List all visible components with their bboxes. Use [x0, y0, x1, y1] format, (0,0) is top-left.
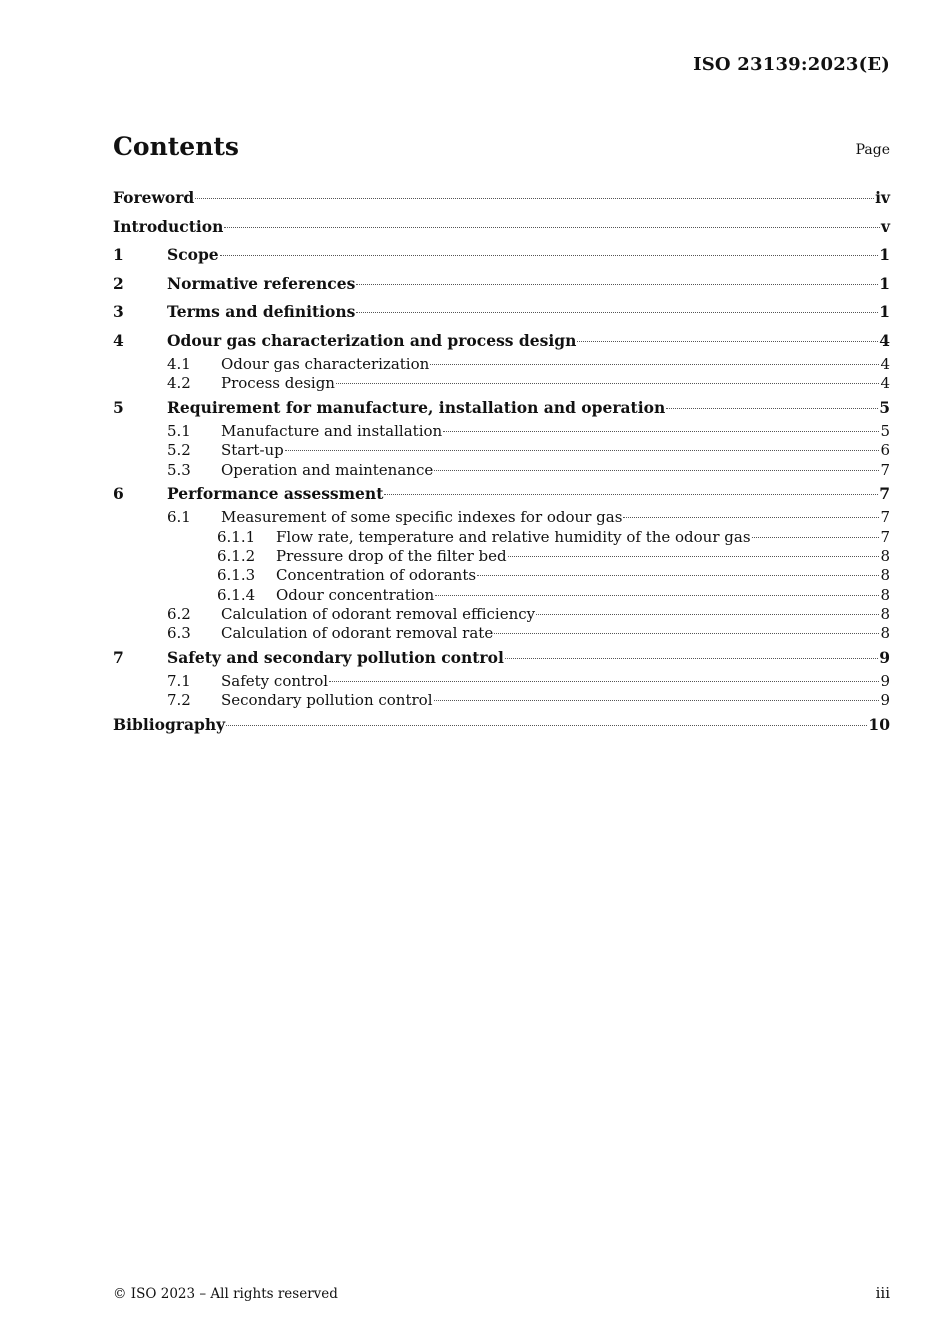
toc-entry-number: 6.1.4: [217, 585, 256, 604]
toc-entry-page: 8: [880, 624, 890, 643]
toc-entry-number: 6.2: [167, 604, 191, 623]
toc-entry-number: 2: [113, 273, 124, 293]
page-column-label: Page: [855, 142, 890, 158]
toc-entry-title: Bibliography: [113, 714, 226, 734]
table-of-contents: [113, 184, 890, 739]
toc-entry-page: v: [880, 216, 890, 236]
toc-entry-number: 6: [113, 483, 124, 503]
toc-entry[interactable]: [113, 566, 890, 585]
toc-entry-page: 9: [879, 647, 890, 667]
toc-entry[interactable]: [113, 394, 890, 423]
toc-entry[interactable]: [113, 270, 890, 299]
toc-entry-page: 1: [879, 273, 890, 293]
toc-entry[interactable]: [113, 480, 890, 509]
toc-entry[interactable]: [113, 441, 890, 460]
toc-entry-number: 7: [113, 647, 124, 667]
toc-entry-number: 1: [113, 245, 124, 264]
toc-entry-number: 4: [113, 330, 124, 350]
toc-entry[interactable]: [113, 374, 890, 393]
toc-entry-title: Scope: [167, 245, 219, 264]
toc-entry[interactable]: [113, 355, 890, 374]
toc-entry-page: 10: [868, 714, 890, 734]
toc-entry-number: 6.1.1: [217, 527, 256, 546]
toc-entry-title: Flow rate, temperature and relative humidity of the odour gas: [276, 527, 751, 546]
toc-entry-title: Calculation of odorant removal rate: [221, 624, 494, 643]
page-number: iii: [875, 1284, 890, 1302]
dot-leader: [430, 364, 879, 365]
toc-entry-title: Terms and definitions: [167, 302, 356, 321]
dot-leader: [435, 595, 879, 596]
dot-leader: [329, 681, 879, 682]
dot-leader: [285, 450, 880, 451]
toc-entry-number: 5.3: [167, 460, 191, 479]
toc-entry-number: 6.3: [167, 624, 191, 643]
copyright-notice: © ISO 2023 – All rights reserved: [113, 1286, 338, 1302]
dot-leader: [443, 431, 879, 432]
toc-entry-title: Pressure drop of the filter bed: [276, 547, 507, 566]
toc-entry-page: 9: [880, 691, 890, 710]
dot-leader: [434, 700, 880, 701]
dot-leader: [666, 408, 878, 409]
toc-entry[interactable]: [113, 508, 890, 527]
toc-entry[interactable]: [113, 586, 890, 605]
dot-leader: [195, 198, 874, 199]
toc-entry-page: 5: [879, 397, 890, 417]
toc-entry-title: Odour gas characterization: [221, 355, 430, 373]
dot-leader: [434, 470, 879, 471]
toc-entry-number: 5.2: [167, 441, 191, 460]
toc-entry[interactable]: [113, 184, 890, 213]
dot-leader: [224, 227, 880, 228]
dot-leader: [384, 494, 878, 495]
contents-heading: Contents: [113, 132, 240, 161]
toc-entry-page: 8: [880, 585, 890, 604]
toc-entry[interactable]: [113, 547, 890, 566]
dot-leader: [508, 556, 880, 557]
toc-entry-page: 7: [880, 460, 890, 479]
dot-leader: [226, 725, 867, 726]
toc-entry-page: 8: [880, 604, 890, 623]
toc-entry-number: 6.1.2: [217, 547, 256, 566]
toc-entry-page: 1: [879, 302, 890, 321]
toc-entry-page: 8: [880, 566, 890, 585]
toc-entry-title: Start-up: [221, 441, 284, 460]
toc-entry[interactable]: [113, 691, 890, 710]
toc-entry-page: 6: [880, 441, 890, 460]
toc-entry[interactable]: [113, 241, 890, 270]
toc-entry-page: 1: [879, 245, 890, 264]
toc-entry-title: Concentration of odorants: [276, 566, 477, 585]
toc-entry-title: Normative references: [167, 273, 356, 293]
dot-leader: [356, 284, 878, 285]
toc-entry-number: 4.1: [167, 355, 191, 373]
dot-leader: [494, 633, 879, 634]
toc-entry[interactable]: [113, 644, 890, 673]
toc-entry-number: 7.1: [167, 672, 191, 691]
toc-entry-title: Operation and maintenance: [221, 460, 434, 479]
dot-leader: [336, 383, 879, 384]
toc-entry[interactable]: [113, 461, 890, 480]
toc-entry[interactable]: [113, 605, 890, 624]
toc-entry-title: Performance assessment: [167, 483, 384, 503]
toc-entry-title: Secondary pollution control: [221, 691, 433, 710]
toc-entry-title: Safety control: [221, 672, 329, 691]
toc-entry-number: 7.2: [167, 691, 191, 710]
toc-entry[interactable]: [113, 624, 890, 643]
dot-leader: [536, 614, 879, 615]
toc-entry-title: Safety and secondary pollution control: [167, 647, 504, 667]
toc-entry-title: Measurement of some specific indexes for odour gas: [221, 508, 623, 527]
toc-entry-title: Calculation of odorant removal efficiency: [221, 604, 536, 623]
toc-entry-number: 3: [113, 302, 124, 321]
toc-entry-page: 7: [880, 527, 890, 546]
toc-entry-title: Odour gas characterization and process design: [167, 330, 577, 350]
toc-entry-page: 7: [880, 508, 890, 527]
toc-entry[interactable]: [113, 422, 890, 441]
dot-leader: [623, 517, 879, 518]
document-identifier: ISO 23139:2023(E): [693, 54, 890, 75]
toc-entry-page: iv: [875, 188, 890, 207]
toc-entry-title: Odour concentration: [276, 585, 435, 604]
dot-leader: [752, 537, 880, 538]
dot-leader: [505, 658, 878, 659]
toc-entry[interactable]: [113, 327, 890, 356]
dot-leader: [356, 312, 878, 313]
toc-entry-title: Manufacture and installation: [221, 422, 443, 441]
toc-entry-number: 5: [113, 397, 124, 417]
toc-entry[interactable]: [113, 711, 890, 740]
toc-entry-page: 8: [880, 547, 890, 566]
toc-entry-page: 7: [879, 483, 890, 503]
toc-entry-title: Requirement for manufacture, installation and operation: [167, 397, 666, 417]
toc-entry-title: Introduction: [113, 216, 224, 236]
dot-leader: [577, 341, 878, 342]
toc-entry-title: Process design: [221, 374, 335, 393]
toc-entry[interactable]: [113, 298, 890, 327]
toc-entry-number: 6.1.3: [217, 566, 256, 585]
toc-entry[interactable]: [113, 528, 890, 547]
toc-entry[interactable]: [113, 213, 890, 242]
dot-leader: [220, 255, 879, 256]
dot-leader: [477, 575, 879, 576]
toc-entry-page: 4: [879, 330, 890, 350]
toc-entry-title: Foreword: [113, 188, 195, 207]
toc-entry-page: 9: [880, 672, 890, 691]
toc-entry-page: 4: [880, 374, 890, 393]
toc-entry-number: 6.1: [167, 508, 191, 527]
toc-entry-page: 5: [880, 422, 890, 441]
toc-entry-number: 4.2: [167, 374, 191, 393]
toc-entry-page: 4: [880, 355, 890, 373]
toc-entry-number: 5.1: [167, 422, 191, 441]
toc-entry[interactable]: [113, 672, 890, 691]
